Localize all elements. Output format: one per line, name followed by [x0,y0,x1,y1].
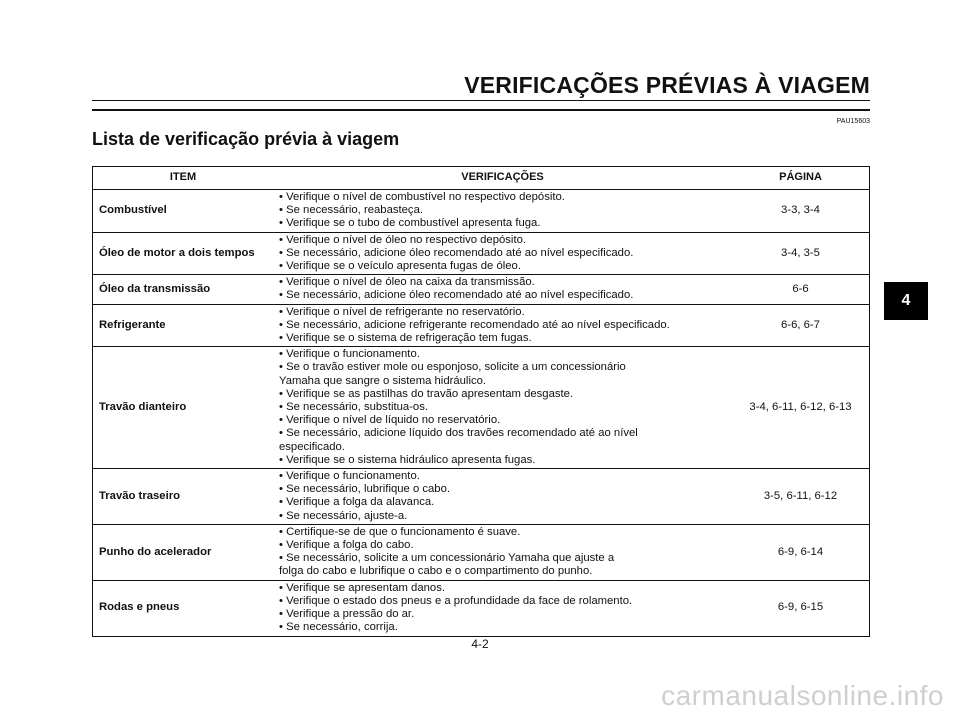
check-line: • Se necessário, lubrifique o cabo. [279,483,450,496]
row-pages: 6-9, 6-14 [732,524,870,580]
check-line: folga do cabo e lubrifique o cabo e o compartimento do punho. [279,565,593,578]
check-line: • Se necessário, solicite a um concessionário Yamaha que ajuste a [279,552,615,565]
check-line: • Verifique o nível de refrigerante no reservatório. [279,305,525,318]
row-checks [273,232,732,275]
table-row [93,347,870,469]
check-line: • Verifique se o veículo apresenta fugas de óleo. [279,260,521,273]
check-line: • Verifique a folga do cabo. [279,539,414,552]
row-pages: 3-4, 3-5 [732,232,870,275]
check-line: • Se necessário, adicione refrigerante recomendado até ao nível especificado. [279,318,670,331]
table-row [93,304,870,347]
row-item: Travão dianteiro [93,347,274,469]
check-line: • Verifique se o sistema de refrigeração tem fugas. [279,332,532,345]
check-line: • Se necessário, adicione óleo recomendado até ao nível especificado. [279,289,634,302]
row-checks [273,580,732,636]
document-code: PAU15603 [836,118,870,125]
check-line: • Verifique o nível de combustível no respectivo depósito. [279,191,565,203]
check-line: • Verifique o estado dos pneus e a profundidade da face de rolamento. [279,594,633,607]
row-checks [273,304,732,347]
row-item: Óleo de motor a dois tempos [93,232,274,275]
row-item: Óleo da transmissão [93,275,274,304]
table-row [93,275,870,304]
check-line: • Se necessário, ajuste-a. [279,509,408,522]
check-line: • Se o travão estiver mole ou esponjoso, solicite a um concessionário [279,361,626,374]
row-item: Travão traseiro [93,469,274,525]
check-line: • Se necessário, substitua-os. [279,401,429,414]
row-pages: 3-3, 3-4 [732,190,870,233]
check-line: • Verifique o nível de líquido no reservatório. [279,414,501,427]
page-header-title: VERIFICAÇÕES PRÉVIAS À VIAGEM [464,72,870,98]
table-row [93,232,870,275]
chapter-tab: 4 [884,282,928,320]
check-line: • Verifique se apresentam danos. [279,581,445,594]
table-row [93,524,870,580]
page-number: 4-2 [471,637,489,651]
table-header-row [93,167,870,190]
check-line: • Verifique o nível de óleo no respectivo depósito. [279,233,526,246]
check-line: especificado. [279,440,345,453]
section-title: Lista de verificação prévia à viagem [92,129,400,149]
table-row [93,190,870,233]
row-item: Combustível [93,190,274,233]
row-item: Refrigerante [93,304,274,347]
check-line: • Verifique se as pastilhas do travão apresentam desgaste. [279,387,574,400]
row-pages: 6-6, 6-7 [732,304,870,347]
row-pages: 6-9, 6-15 [732,580,870,636]
row-item: Rodas e pneus [93,580,274,636]
table-row [93,469,870,525]
column-header-pages: PÁGINA [732,167,870,190]
check-line: • Se necessário, corrija. [279,621,398,634]
row-checks [273,190,732,233]
table-row [93,580,870,636]
row-pages: 3-5, 6-11, 6-12 [732,469,870,525]
row-checks [273,347,732,469]
row-item: Punho do acelerador [93,524,274,580]
check-line: • Se necessário, reabasteça. [279,204,423,217]
row-checks [273,469,732,525]
check-line: • Verifique o nível de óleo na caixa da transmissão. [279,276,535,289]
check-line: • Certifique-se de que o funcionamento é suave. [279,525,521,538]
column-header-item: ITEM [93,167,274,190]
checklist-body [93,190,870,637]
check-line: Yamaha que sangre o sistema hidráulico. [279,374,487,387]
check-line: • Verifique a folga da alavanca. [279,496,435,509]
row-pages: 6-6 [732,275,870,304]
check-line: • Se necessário, adicione óleo recomendado até ao nível especificado. [279,246,634,259]
column-header-checks: VERIFICAÇÕES [273,167,732,190]
check-line: • Verifique o funcionamento. [279,348,420,361]
header-rule [92,100,870,111]
row-checks [273,524,732,580]
watermark: carmanualsonline.info [661,680,944,711]
check-line: • Verifique o funcionamento. [279,470,420,483]
check-line: • Se necessário, adicione líquido dos travões recomendado até ao nível [279,427,638,440]
check-line: • Verifique a pressão do ar. [279,608,415,621]
row-pages: 3-4, 6-11, 6-12, 6-13 [732,347,870,469]
row-checks [273,275,732,304]
checklist-table [92,166,870,637]
check-line: • Verifique se o sistema hidráulico apresenta fugas. [279,453,536,466]
check-line: • Verifique se o tubo de combustível apresenta fuga. [279,217,541,230]
